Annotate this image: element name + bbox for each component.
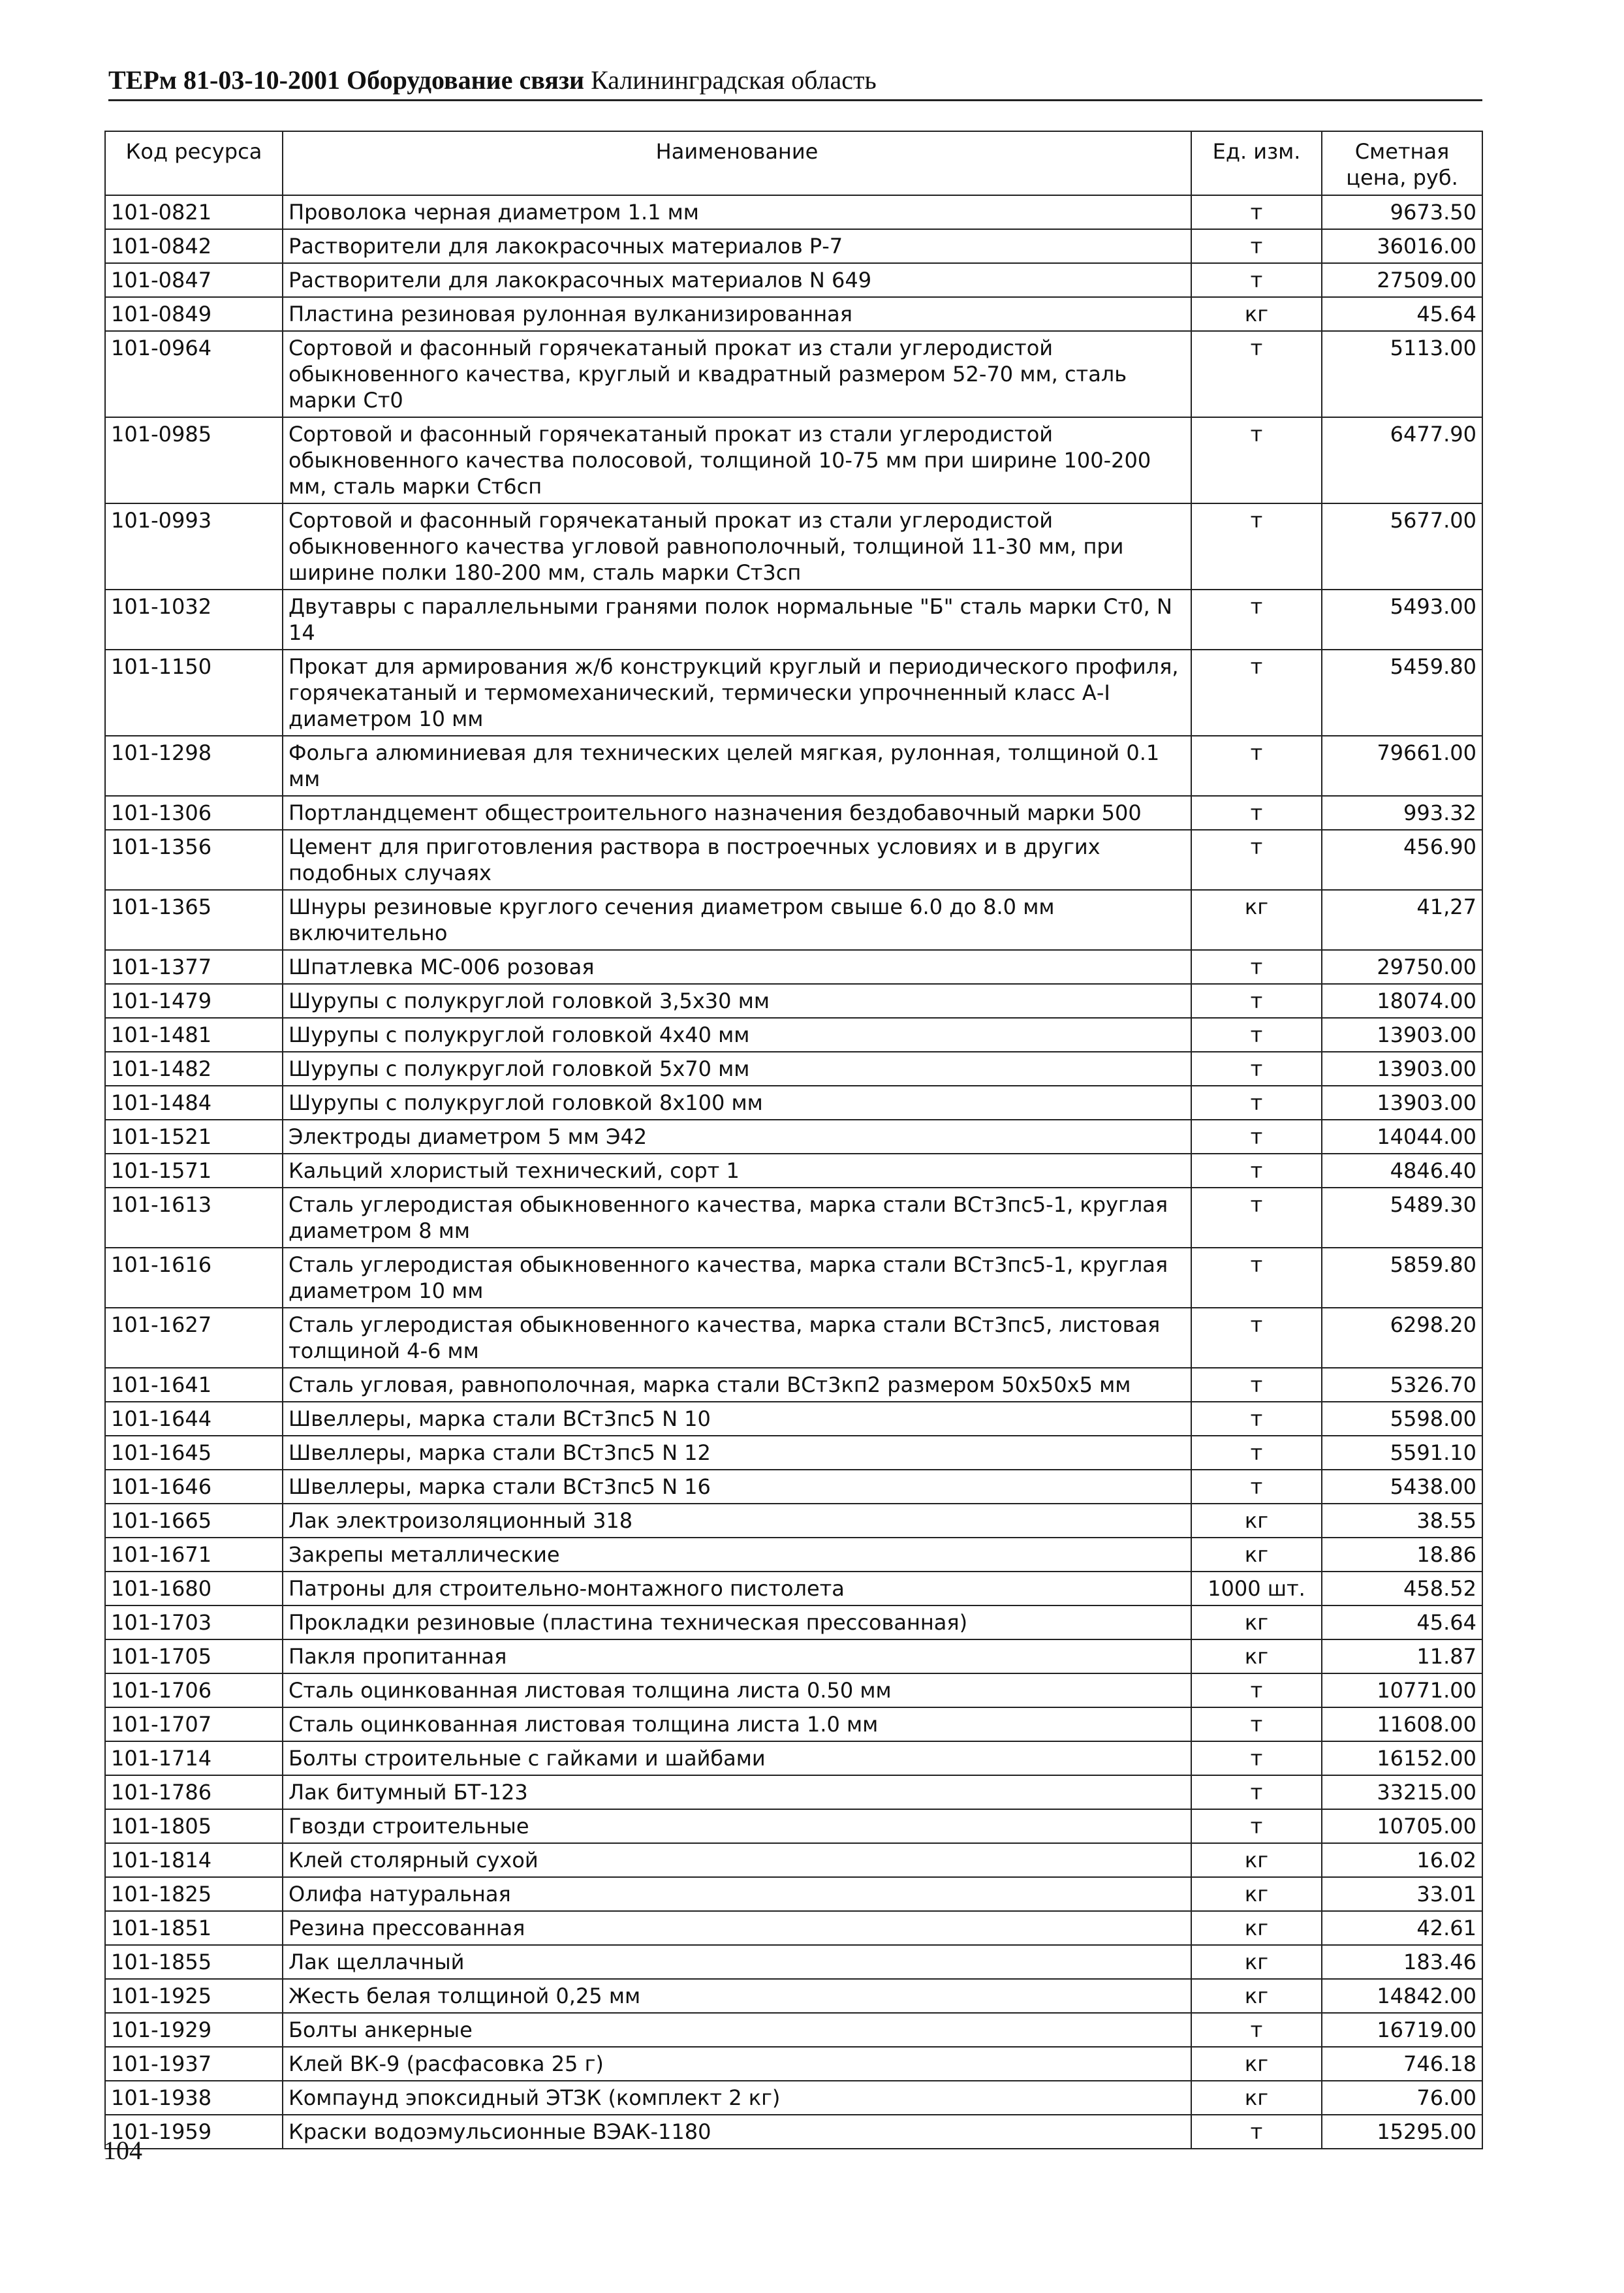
cell-price: 5326.70: [1322, 1368, 1482, 1402]
cell-unit: т: [1191, 1368, 1322, 1402]
table-row: [105, 1052, 1482, 1086]
cell-name: Резина прессованная: [283, 1911, 1191, 1945]
table-row: [105, 1741, 1482, 1775]
cell-unit: кг: [1191, 2047, 1322, 2081]
cell-code: 101-1150: [105, 650, 283, 736]
cell-name: Шурупы с полукруглой головкой 4х40 мм: [283, 1018, 1191, 1052]
table-row: [105, 950, 1482, 984]
cell-code: 101-1613: [105, 1188, 283, 1248]
cell-name: Проволока черная диаметром 1.1 мм: [283, 195, 1191, 229]
cell-code: 101-1481: [105, 1018, 283, 1052]
cell-price: 5859.80: [1322, 1248, 1482, 1308]
cell-price: 993.32: [1322, 796, 1482, 830]
cell-name: Пластина резиновая рулонная вулканизированная: [283, 297, 1191, 331]
cell-unit: т: [1191, 1809, 1322, 1843]
table-header-row: [105, 131, 1482, 195]
column-header-price: Сметная цена, руб.: [1322, 131, 1482, 195]
table-row: [105, 890, 1482, 950]
cell-name: Гвозди строительные: [283, 1809, 1191, 1843]
cell-price: 5438.00: [1322, 1470, 1482, 1504]
cell-price: 15295.00: [1322, 2115, 1482, 2149]
cell-unit: кг: [1191, 1979, 1322, 2013]
cell-code: 101-1855: [105, 1945, 283, 1979]
cell-name: Жесть белая толщиной 0,25 мм: [283, 1979, 1191, 2013]
table-row: [105, 2115, 1482, 2149]
cell-code: 101-1703: [105, 1605, 283, 1639]
cell-unit: т: [1191, 1673, 1322, 1707]
cell-name: Швеллеры, марка стали ВСт3пс5 N 16: [283, 1470, 1191, 1504]
cell-name: Растворители для лакокрасочных материалов N 649: [283, 263, 1191, 297]
cell-unit: т: [1191, 1018, 1322, 1052]
cell-unit: т: [1191, 796, 1322, 830]
cell-name: Лак битумный БТ-123: [283, 1775, 1191, 1809]
cell-code: 101-1571: [105, 1154, 283, 1188]
cell-price: 33215.00: [1322, 1775, 1482, 1809]
cell-price: 33.01: [1322, 1877, 1482, 1911]
cell-unit: т: [1191, 950, 1322, 984]
table-body: [105, 195, 1482, 2149]
cell-name: Швеллеры, марка стали ВСт3пс5 N 12: [283, 1436, 1191, 1470]
cell-unit: кг: [1191, 890, 1322, 950]
table-row: [105, 1605, 1482, 1639]
cell-code: 101-1521: [105, 1120, 283, 1154]
cell-name: Болты строительные с гайками и шайбами: [283, 1741, 1191, 1775]
cell-code: 101-1645: [105, 1436, 283, 1470]
column-header-name: Наименование: [283, 131, 1191, 195]
table-row: [105, 1673, 1482, 1707]
column-header-code: Код ресурса: [105, 131, 283, 195]
cell-unit: т: [1191, 1707, 1322, 1741]
cell-code: 101-0964: [105, 331, 283, 417]
table-row: [105, 2013, 1482, 2047]
cell-name: Компаунд эпоксидный ЭТЗК (комплект 2 кг): [283, 2081, 1191, 2115]
cell-unit: т: [1191, 830, 1322, 890]
cell-name: Электроды диаметром 5 мм Э42: [283, 1120, 1191, 1154]
page-number: 104: [103, 2136, 142, 2165]
cell-code: 101-1377: [105, 950, 283, 984]
cell-code: 101-1365: [105, 890, 283, 950]
cell-unit: 1000 шт.: [1191, 1572, 1322, 1605]
cell-code: 101-1356: [105, 830, 283, 890]
cell-price: 4846.40: [1322, 1154, 1482, 1188]
cell-unit: т: [1191, 590, 1322, 650]
cell-price: 38.55: [1322, 1504, 1482, 1538]
table-row: [105, 1911, 1482, 1945]
cell-unit: т: [1191, 1436, 1322, 1470]
cell-unit: кг: [1191, 1639, 1322, 1673]
cell-code: 101-1482: [105, 1052, 283, 1086]
cell-unit: т: [1191, 229, 1322, 263]
cell-code: 101-1714: [105, 1741, 283, 1775]
cell-name: Патроны для строительно-монтажного пистолета: [283, 1572, 1191, 1605]
cell-unit: т: [1191, 1248, 1322, 1308]
cell-code: 101-0985: [105, 417, 283, 503]
table-row: [105, 195, 1482, 229]
cell-name: Цемент для приготовления раствора в построечных условиях и в других подобных случаях: [283, 830, 1191, 890]
table-row: [105, 1877, 1482, 1911]
table-row: [105, 1945, 1482, 1979]
cell-code: 101-1680: [105, 1572, 283, 1605]
table-row: [105, 1504, 1482, 1538]
cell-code: 101-1814: [105, 1843, 283, 1877]
cell-price: 183.46: [1322, 1945, 1482, 1979]
table-row: [105, 1639, 1482, 1673]
cell-price: 5459.80: [1322, 650, 1482, 736]
cell-unit: т: [1191, 503, 1322, 590]
cell-price: 6477.90: [1322, 417, 1482, 503]
cell-price: 13903.00: [1322, 1052, 1482, 1086]
cell-unit: кг: [1191, 1538, 1322, 1572]
cell-code: 101-1671: [105, 1538, 283, 1572]
table-row: [105, 1572, 1482, 1605]
cell-code: 101-1707: [105, 1707, 283, 1741]
cell-code: 101-1646: [105, 1470, 283, 1504]
cell-name: Шурупы с полукруглой головкой 3,5х30 мм: [283, 984, 1191, 1018]
cell-unit: кг: [1191, 1843, 1322, 1877]
header-code: ТЕРм 81-03-10-2001 Оборудование связи: [108, 65, 585, 95]
table-row: [105, 1086, 1482, 1120]
table-row: [105, 297, 1482, 331]
cell-unit: т: [1191, 1188, 1322, 1248]
cell-unit: т: [1191, 1775, 1322, 1809]
cell-price: 9673.50: [1322, 195, 1482, 229]
cell-name: Лак электроизоляционный 318: [283, 1504, 1191, 1538]
resource-price-table: [104, 131, 1483, 2149]
cell-price: 14842.00: [1322, 1979, 1482, 2013]
cell-price: 16.02: [1322, 1843, 1482, 1877]
cell-unit: кг: [1191, 1877, 1322, 1911]
cell-name: Олифа натуральная: [283, 1877, 1191, 1911]
table-row: [105, 796, 1482, 830]
cell-code: 101-0842: [105, 229, 283, 263]
table-row: [105, 984, 1482, 1018]
table-row: [105, 503, 1482, 590]
table-row: [105, 2081, 1482, 2115]
cell-name: Сталь оцинкованная листовая толщина листа 0.50 мм: [283, 1673, 1191, 1707]
cell-code: 101-1032: [105, 590, 283, 650]
cell-unit: т: [1191, 650, 1322, 736]
cell-name: Растворители для лакокрасочных материалов Р-7: [283, 229, 1191, 263]
table-row: [105, 1436, 1482, 1470]
cell-name: Клей ВК-9 (расфасовка 25 г): [283, 2047, 1191, 2081]
cell-name: Пакля пропитанная: [283, 1639, 1191, 1673]
cell-price: 5493.00: [1322, 590, 1482, 650]
cell-name: Сталь углеродистая обыкновенного качества, марка стали ВСт3пс5, листовая толщиной 4-6 мм: [283, 1308, 1191, 1368]
cell-name: Швеллеры, марка стали ВСт3пс5 N 10: [283, 1402, 1191, 1436]
cell-unit: т: [1191, 1120, 1322, 1154]
cell-unit: т: [1191, 2115, 1322, 2149]
cell-price: 16152.00: [1322, 1741, 1482, 1775]
cell-price: 10771.00: [1322, 1673, 1482, 1707]
cell-code: 101-1616: [105, 1248, 283, 1308]
cell-price: 5677.00: [1322, 503, 1482, 590]
cell-price: 6298.20: [1322, 1308, 1482, 1368]
cell-price: 16719.00: [1322, 2013, 1482, 2047]
column-header-unit: Ед. изм.: [1191, 131, 1322, 195]
cell-code: 101-1805: [105, 1809, 283, 1843]
cell-unit: т: [1191, 1308, 1322, 1368]
cell-name: Клей столярный сухой: [283, 1843, 1191, 1877]
table-row: [105, 1843, 1482, 1877]
cell-code: 101-1644: [105, 1402, 283, 1436]
cell-price: 18.86: [1322, 1538, 1482, 1572]
table-row: [105, 1707, 1482, 1741]
cell-name: Сталь оцинкованная листовая толщина листа 1.0 мм: [283, 1707, 1191, 1741]
cell-price: 41,27: [1322, 890, 1482, 950]
cell-name: Закрепы металлические: [283, 1538, 1191, 1572]
cell-unit: т: [1191, 195, 1322, 229]
table-row: [105, 650, 1482, 736]
table-row: [105, 1188, 1482, 1248]
table-row: [105, 1775, 1482, 1809]
table-row: [105, 1402, 1482, 1436]
cell-code: 101-0849: [105, 297, 283, 331]
table-row: [105, 590, 1482, 650]
cell-price: 13903.00: [1322, 1018, 1482, 1052]
cell-price: 45.64: [1322, 1605, 1482, 1639]
cell-code: 101-0993: [105, 503, 283, 590]
cell-unit: т: [1191, 263, 1322, 297]
cell-name: Шурупы с полукруглой головкой 5х70 мм: [283, 1052, 1191, 1086]
cell-price: 5113.00: [1322, 331, 1482, 417]
cell-unit: кг: [1191, 297, 1322, 331]
cell-price: 29750.00: [1322, 950, 1482, 984]
cell-price: 5591.10: [1322, 1436, 1482, 1470]
table-row: [105, 1018, 1482, 1052]
table-row: [105, 1308, 1482, 1368]
cell-code: 101-1925: [105, 1979, 283, 2013]
cell-price: 27509.00: [1322, 263, 1482, 297]
cell-name: Шурупы с полукруглой головкой 8х100 мм: [283, 1086, 1191, 1120]
cell-unit: кг: [1191, 1504, 1322, 1538]
table-row: [105, 2047, 1482, 2081]
cell-price: 458.52: [1322, 1572, 1482, 1605]
cell-unit: т: [1191, 1470, 1322, 1504]
cell-price: 5598.00: [1322, 1402, 1482, 1436]
cell-code: 101-0821: [105, 195, 283, 229]
cell-name: Шнуры резиновые круглого сечения диаметром свыше 6.0 до 8.0 мм включительно: [283, 890, 1191, 950]
table-row: [105, 736, 1482, 796]
cell-code: 101-1825: [105, 1877, 283, 1911]
cell-unit: т: [1191, 736, 1322, 796]
cell-price: 45.64: [1322, 297, 1482, 331]
cell-price: 14044.00: [1322, 1120, 1482, 1154]
cell-unit: т: [1191, 417, 1322, 503]
cell-name: Сталь углеродистая обыкновенного качества, марка стали ВСт3пс5-1, круглая диаметром 10 мм: [283, 1248, 1191, 1308]
table-row: [105, 1154, 1482, 1188]
cell-price: 76.00: [1322, 2081, 1482, 2115]
cell-code: 101-1484: [105, 1086, 283, 1120]
cell-unit: т: [1191, 2013, 1322, 2047]
page-header: [108, 65, 1482, 101]
cell-code: 101-1929: [105, 2013, 283, 2047]
cell-price: 11608.00: [1322, 1707, 1482, 1741]
cell-code: 101-1851: [105, 1911, 283, 1945]
cell-code: 101-1786: [105, 1775, 283, 1809]
table-row: [105, 417, 1482, 503]
cell-unit: т: [1191, 1741, 1322, 1775]
cell-name: Кальций хлористый технический, сорт 1: [283, 1154, 1191, 1188]
cell-price: 13903.00: [1322, 1086, 1482, 1120]
cell-name: Краски водоэмульсионные ВЭАК-1180: [283, 2115, 1191, 2149]
cell-unit: кг: [1191, 2081, 1322, 2115]
cell-price: 42.61: [1322, 1911, 1482, 1945]
cell-name: Лак щеллачный: [283, 1945, 1191, 1979]
cell-price: 79661.00: [1322, 736, 1482, 796]
cell-name: Фольга алюминиевая для технических целей мягкая, рулонная, толщиной 0.1 мм: [283, 736, 1191, 796]
cell-code: 101-1937: [105, 2047, 283, 2081]
cell-name: Прокат для армирования ж/б конструкций круглый и периодического профиля, горячекатаный и термомеханический, термически упрочненный класс А-I диаметром 10 мм: [283, 650, 1191, 736]
table-row: [105, 1470, 1482, 1504]
table-row: [105, 1368, 1482, 1402]
cell-code: 101-1298: [105, 736, 283, 796]
cell-name: Шпатлевка МС-006 розовая: [283, 950, 1191, 984]
cell-code: 101-1306: [105, 796, 283, 830]
table-row: [105, 1979, 1482, 2013]
cell-price: 18074.00: [1322, 984, 1482, 1018]
cell-name: Двутавры с параллельными гранями полок нормальные "Б" сталь марки Ст0, N 14: [283, 590, 1191, 650]
cell-name: Сортовой и фасонный горячекатаный прокат из стали углеродистой обыкновенного качества полосовой, толщиной 10-75 мм при ширине 100-200 мм, сталь марки Ст6сп: [283, 417, 1191, 503]
cell-code: 101-1479: [105, 984, 283, 1018]
cell-code: 101-1627: [105, 1308, 283, 1368]
cell-code: 101-1641: [105, 1368, 283, 1402]
cell-unit: кг: [1191, 1911, 1322, 1945]
cell-unit: т: [1191, 984, 1322, 1018]
cell-price: 746.18: [1322, 2047, 1482, 2081]
cell-name: Прокладки резиновые (пластина техническая прессованная): [283, 1605, 1191, 1639]
cell-name: Сталь углеродистая обыкновенного качества, марка стали ВСт3пс5-1, круглая диаметром 8 мм: [283, 1188, 1191, 1248]
table-row: [105, 1809, 1482, 1843]
cell-name: Болты анкерные: [283, 2013, 1191, 2047]
cell-unit: т: [1191, 331, 1322, 417]
cell-price: 10705.00: [1322, 1809, 1482, 1843]
cell-price: 5489.30: [1322, 1188, 1482, 1248]
cell-price: 456.90: [1322, 830, 1482, 890]
cell-price: 36016.00: [1322, 229, 1482, 263]
cell-name: Портландцемент общестроительного назначения бездобавочный марки 500: [283, 796, 1191, 830]
cell-code: 101-0847: [105, 263, 283, 297]
cell-code: 101-1705: [105, 1639, 283, 1673]
cell-code: 101-1959: [105, 2115, 283, 2149]
cell-unit: кг: [1191, 1605, 1322, 1639]
cell-name: Сортовой и фасонный горячекатаный прокат из стали углеродистой обыкновенного качества угловой равнополочный, толщиной 11-30 мм, при ширине полки 180-200 мм, сталь марки Ст3сп: [283, 503, 1191, 590]
cell-unit: т: [1191, 1154, 1322, 1188]
cell-name: Сортовой и фасонный горячекатаный прокат из стали углеродистой обыкновенного качества, круглый и квадратный размером 52-70 мм, сталь марки Ст0: [283, 331, 1191, 417]
cell-price: 11.87: [1322, 1639, 1482, 1673]
table-row: [105, 1120, 1482, 1154]
header-region: Калининградская область: [591, 65, 877, 95]
cell-code: 101-1938: [105, 2081, 283, 2115]
table-row: [105, 229, 1482, 263]
table-row: [105, 1248, 1482, 1308]
cell-unit: т: [1191, 1086, 1322, 1120]
cell-code: 101-1665: [105, 1504, 283, 1538]
table-row: [105, 331, 1482, 417]
table-row: [105, 263, 1482, 297]
cell-unit: кг: [1191, 1945, 1322, 1979]
cell-unit: т: [1191, 1052, 1322, 1086]
table-row: [105, 830, 1482, 890]
cell-name: Сталь угловая, равнополочная, марка стали ВСт3кп2 размером 50х50х5 мм: [283, 1368, 1191, 1402]
cell-unit: т: [1191, 1402, 1322, 1436]
cell-code: 101-1706: [105, 1673, 283, 1707]
table-row: [105, 1538, 1482, 1572]
